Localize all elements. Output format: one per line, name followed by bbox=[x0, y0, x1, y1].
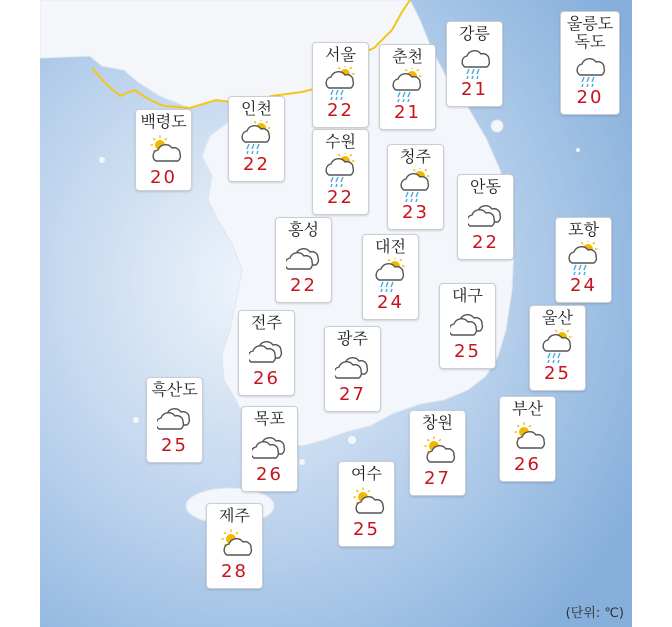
cloud-icon bbox=[157, 401, 193, 435]
city-card-gangneung bbox=[446, 21, 503, 107]
city-name: 부산 bbox=[512, 399, 543, 418]
rain-partly-cloudy-icon bbox=[566, 241, 602, 275]
city-temperature: 26 bbox=[256, 464, 283, 485]
city-temperature: 25 bbox=[353, 519, 380, 540]
city-name: 대구 bbox=[452, 286, 483, 305]
city-card-daejeon bbox=[362, 234, 419, 320]
city-card-chuncheon bbox=[379, 44, 436, 130]
city-name: 울릉도 독도 bbox=[566, 14, 614, 51]
city-card-incheon bbox=[228, 96, 285, 182]
city-name: 춘천 bbox=[392, 47, 423, 66]
city-temperature: 21 bbox=[461, 79, 488, 100]
cloud-icon bbox=[252, 430, 288, 464]
city-card-mokpo bbox=[241, 406, 298, 492]
city-temperature: 28 bbox=[221, 561, 248, 582]
city-card-baengnyeongdo bbox=[135, 109, 192, 191]
city-temperature: 22 bbox=[290, 275, 317, 296]
city-name: 백령도 bbox=[140, 112, 187, 131]
partly-cloudy-icon bbox=[217, 527, 253, 561]
city-name: 청주 bbox=[400, 147, 431, 166]
city-name: 울산 bbox=[542, 308, 573, 327]
city-name: 포항 bbox=[568, 220, 599, 239]
city-card-pohang bbox=[555, 217, 612, 303]
city-temperature: 20 bbox=[150, 167, 177, 188]
city-name: 수원 bbox=[325, 132, 356, 151]
ulleungdo-island bbox=[491, 120, 503, 132]
rain-cloud-icon bbox=[572, 53, 608, 87]
city-temperature: 22 bbox=[243, 154, 270, 175]
city-temperature: 22 bbox=[472, 232, 499, 253]
rain-partly-cloudy-icon bbox=[323, 153, 359, 187]
city-name: 인천 bbox=[241, 99, 272, 118]
city-name: 창원 bbox=[422, 413, 453, 432]
city-name: 안동 bbox=[470, 177, 501, 196]
city-temperature: 24 bbox=[570, 275, 597, 296]
city-temperature: 22 bbox=[327, 187, 354, 208]
cloud-icon bbox=[335, 350, 371, 384]
dokdo-island bbox=[576, 148, 580, 152]
city-card-ulsan bbox=[529, 305, 586, 391]
rain-partly-cloudy-icon bbox=[390, 68, 426, 102]
rain-partly-cloudy-icon bbox=[540, 329, 576, 363]
city-name: 대전 bbox=[375, 237, 406, 256]
cloud-icon bbox=[249, 334, 285, 368]
city-name: 흑산도 bbox=[151, 380, 198, 399]
city-name: 광주 bbox=[337, 329, 368, 348]
partly-cloudy-icon bbox=[146, 133, 182, 167]
city-card-gwangju bbox=[324, 326, 381, 412]
city-card-hongseong bbox=[275, 217, 332, 303]
rain-partly-cloudy-icon bbox=[239, 120, 275, 154]
city-name: 강릉 bbox=[459, 24, 490, 43]
city-temperature: 26 bbox=[253, 368, 280, 389]
city-temperature: 27 bbox=[424, 468, 451, 489]
city-card-jeonju bbox=[238, 310, 295, 396]
city-card-seoul bbox=[312, 42, 369, 128]
city-card-heuksando bbox=[146, 377, 203, 463]
city-temperature: 22 bbox=[327, 100, 354, 121]
cloud-icon bbox=[286, 241, 322, 275]
city-name: 여수 bbox=[351, 464, 382, 483]
city-card-daegu bbox=[439, 283, 496, 369]
rain-partly-cloudy-icon bbox=[323, 66, 359, 100]
city-card-cheongju bbox=[387, 144, 444, 230]
partly-cloudy-icon bbox=[420, 434, 456, 468]
rain-partly-cloudy-icon bbox=[398, 168, 434, 202]
city-name: 목포 bbox=[254, 409, 285, 428]
city-name: 서울 bbox=[325, 45, 356, 64]
city-temperature: 26 bbox=[514, 454, 541, 475]
partly-cloudy-icon bbox=[349, 485, 385, 519]
city-card-busan bbox=[499, 396, 556, 482]
city-temperature: 23 bbox=[402, 202, 429, 223]
rain-partly-cloudy-icon bbox=[373, 258, 409, 292]
city-card-changwon bbox=[409, 410, 466, 496]
partly-cloudy-icon bbox=[510, 420, 546, 454]
city-name: 제주 bbox=[219, 506, 250, 525]
city-card-suwon bbox=[312, 129, 369, 215]
city-temperature: 24 bbox=[377, 292, 404, 313]
unit-label: (단위: ℃) bbox=[565, 606, 624, 621]
city-card-ulleungdo bbox=[560, 11, 620, 115]
city-temperature: 25 bbox=[544, 363, 571, 384]
cloud-icon bbox=[468, 198, 504, 232]
city-card-andong bbox=[457, 174, 514, 260]
city-name: 전주 bbox=[251, 313, 282, 332]
city-temperature: 25 bbox=[454, 341, 481, 362]
city-temperature: 20 bbox=[576, 87, 604, 108]
rain-cloud-icon bbox=[457, 45, 493, 79]
city-card-yeosu bbox=[338, 461, 395, 547]
city-card-jeju bbox=[206, 503, 263, 589]
city-temperature: 25 bbox=[161, 435, 188, 456]
city-temperature: 27 bbox=[339, 384, 366, 405]
city-name: 홍성 bbox=[288, 220, 319, 239]
cloud-icon bbox=[450, 307, 486, 341]
city-temperature: 21 bbox=[394, 102, 421, 123]
